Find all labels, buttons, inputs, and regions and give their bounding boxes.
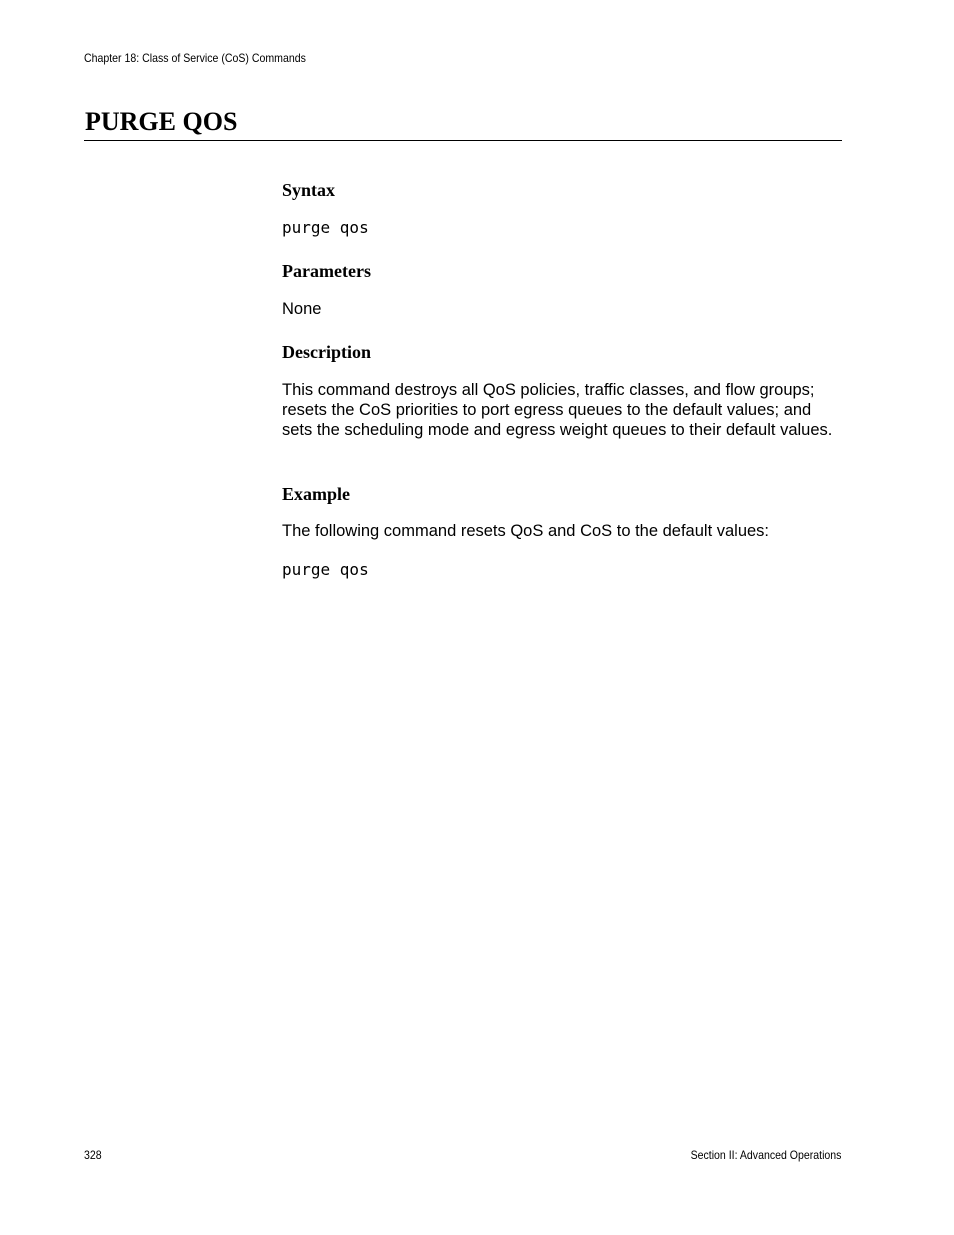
- title-rule: [84, 140, 842, 141]
- parameters-heading: Parameters: [282, 261, 371, 281]
- description-heading: Description: [282, 342, 371, 362]
- example-code: purge qos: [282, 560, 369, 579]
- page-number: 328: [84, 1148, 102, 1162]
- parameters-text: None: [282, 300, 322, 318]
- footer-section: Section II: Advanced Operations: [690, 1148, 841, 1162]
- syntax-heading: Syntax: [282, 180, 336, 200]
- running-header: Chapter 18: Class of Service (CoS) Commands: [84, 51, 306, 65]
- page-title: PURGE QOS: [85, 107, 238, 136]
- example-heading: Example: [282, 484, 351, 504]
- syntax-code: purge qos: [282, 218, 369, 237]
- description-text: This command destroys all QoS policies, traffic classes, and flow groups; resets the CoS priorities to port egress queues to the default values; and sets the scheduling mode and egress weight queues to their default values.: [282, 381, 833, 439]
- example-text: The following command resets QoS and CoS to the default values:: [282, 522, 770, 540]
